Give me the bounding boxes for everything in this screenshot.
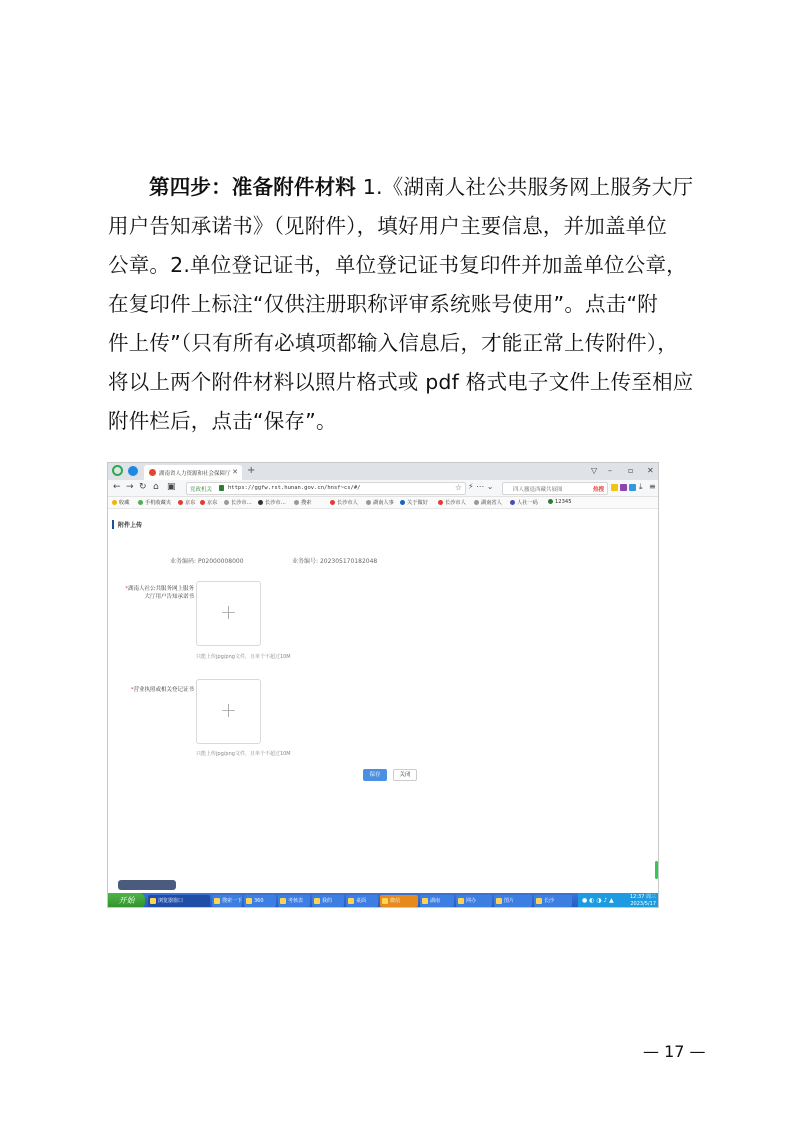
plus-icon: + — [220, 698, 237, 722]
maximize-icon[interactable]: ▫ — [628, 466, 634, 475]
save-button[interactable]: 保存 — [363, 769, 387, 781]
taskbar — [108, 893, 658, 908]
hot-search-label[interactable]: 热搜 — [592, 487, 604, 493]
document-body — [108, 168, 698, 441]
doc-line-6: 将以上两个附件材料以照片格式或 pdf 格式电子文件上传至相应 — [108, 370, 694, 394]
taskbar-item[interactable]: 长沙 — [534, 895, 572, 907]
upload-label-license: *营业执照或相关登记证书 — [130, 687, 194, 693]
business-number-field: 业务编号: 202305170182048 — [292, 558, 378, 565]
clock[interactable]: 12:37 周三 2023/5/17 — [630, 894, 656, 907]
security-badge: 党政机关 — [190, 487, 213, 493]
bookmark-star-icon[interactable]: ☆ — [454, 483, 462, 492]
business-code-field: 业务编码: P02000008000 — [170, 558, 244, 565]
upload-box-commitment[interactable] — [196, 581, 261, 646]
step-heading: 第四步：准备附件材料 — [149, 175, 356, 199]
tab-active[interactable] — [144, 465, 242, 480]
doc-line-7: 附件栏后，点击“保存”。 — [108, 409, 337, 433]
taskbar-item[interactable]: 360 — [244, 895, 276, 907]
home-icon[interactable]: ⌂ — [153, 482, 159, 492]
bookmark-item[interactable]: 长沙市人 — [330, 499, 358, 506]
upload-hint: 只能上传jpg/png文件，且单个不超过10M — [196, 751, 291, 757]
business-code-value: P02000008000 — [197, 558, 244, 565]
lock-icon — [219, 485, 224, 491]
doc-line-4: 在复印件上标注“仅供注册职称评审系统账号使用”。点击“附 — [108, 292, 658, 316]
plus-icon: + — [220, 600, 237, 624]
download-icon[interactable]: ⤓ — [639, 482, 643, 491]
browser-logo-icon[interactable] — [112, 465, 123, 476]
tray-icons[interactable]: ● ◐ ◑ ♪ ▲ — [582, 897, 614, 904]
tab-title: 湖南省人力资源和社会保障厅 — [159, 471, 231, 477]
upload-box-license[interactable] — [196, 679, 261, 744]
taskbar-item[interactable]: 考核表 — [278, 895, 310, 907]
browser-screenshot — [107, 462, 659, 908]
page-number: — 17 — — [643, 1042, 706, 1061]
taskbar-item[interactable]: 图片 — [494, 895, 532, 907]
bookmark-item[interactable]: 搜索 — [294, 499, 311, 506]
doc-line-3: 公章。2.单位登记证书，单位登记证书复印件并加盖单位公章， — [108, 253, 687, 277]
forward-icon[interactable]: → — [126, 482, 134, 492]
menu-icon[interactable]: ≡ — [649, 482, 656, 491]
taskbar-item[interactable]: 微信 — [380, 895, 418, 907]
tab-bar — [108, 463, 658, 480]
section-title: 附件上传 — [112, 520, 142, 529]
bookmark-item[interactable]: 关于做好 — [400, 499, 428, 506]
bookmark-item[interactable]: 湖南省人 — [474, 499, 502, 506]
start-button[interactable]: 开始 — [108, 893, 145, 908]
taskbar-item[interactable]: 网办 — [456, 895, 492, 907]
window-close-icon[interactable]: ✕ — [647, 466, 654, 475]
doc-line-5: 件上传”（只有所有必填项都输入信息后，才能正常上传附件）， — [108, 331, 678, 355]
bookmark-item[interactable]: 长沙市人 — [438, 499, 466, 506]
reload-icon[interactable]: ↻ — [139, 482, 147, 492]
shield-icon[interactable] — [128, 466, 138, 476]
bookmark-item[interactable]: 长沙市… — [258, 499, 286, 506]
extension-icon[interactable] — [611, 484, 618, 491]
taskbar-item[interactable]: 我的 — [312, 895, 344, 907]
business-number-value: 202305170182048 — [319, 558, 378, 565]
bookmark-item[interactable]: 人社一码 — [510, 499, 538, 506]
url-text[interactable]: https://ggfw.rst.hunan.gov.cn/hnsf~cs/#/ — [228, 485, 361, 491]
bookmark-item[interactable]: 收藏 — [112, 499, 129, 506]
web-page — [108, 509, 658, 883]
redacted-area — [118, 880, 176, 890]
bookmarks-bar — [108, 497, 658, 509]
site-favicon-icon — [149, 469, 156, 476]
bookmark-item[interactable]: 京东 — [178, 499, 195, 506]
doc-line-2: 用户告知承诺书》（见附件），填好用户主要信息，并加盖单位 — [108, 214, 668, 238]
system-tray — [578, 893, 659, 908]
doc-line-1 — [108, 168, 698, 207]
doc-line-1-text: 1.《湖南人社公共服务网上服务大厅 — [356, 175, 694, 199]
address-bar[interactable] — [186, 482, 466, 495]
extension-icon[interactable] — [620, 484, 627, 491]
upload-label-commitment: *湖南人社公共服务网上服务大厅用户告知承诺书 — [125, 586, 194, 600]
upload-hint: 只能上传jpg/png文件，且单个不超过10M — [196, 654, 291, 660]
tab-close-icon[interactable]: ✕ — [232, 468, 238, 476]
bookmark-item[interactable]: 京东 — [200, 499, 217, 506]
bookmark-item[interactable]: 湖南人事 — [366, 499, 394, 506]
new-tab-icon[interactable]: + — [247, 465, 256, 476]
browser-toolbar — [108, 480, 658, 497]
back-icon[interactable]: ← — [113, 482, 121, 492]
taskbar-item[interactable]: 搜索一下 — [212, 895, 242, 907]
taskbar-item[interactable]: 湖南 — [420, 895, 454, 907]
bookmark-item[interactable]: 手机收藏夹 — [138, 499, 171, 506]
bookmark-item[interactable]: 长沙市… — [224, 499, 252, 506]
extension-icon[interactable] — [629, 484, 636, 491]
close-button[interactable]: 关闭 — [393, 769, 417, 781]
taskbar-item[interactable]: 浏览器窗口 — [148, 895, 210, 907]
search-placeholder: 四人撤退西藏共展图 — [513, 487, 563, 493]
lightning-icon[interactable]: ⚡ ⋯ ⌄ — [468, 482, 494, 491]
bookmark-item[interactable]: 12345 — [548, 499, 572, 505]
search-box[interactable] — [502, 482, 608, 495]
taskbar-item[interactable]: 桌面 — [346, 895, 378, 907]
pin-icon[interactable]: ▽ — [591, 466, 598, 475]
scrollbar[interactable] — [655, 861, 658, 879]
bag-icon[interactable]: ▣ — [167, 482, 176, 492]
minimize-icon[interactable]: – — [608, 466, 612, 475]
